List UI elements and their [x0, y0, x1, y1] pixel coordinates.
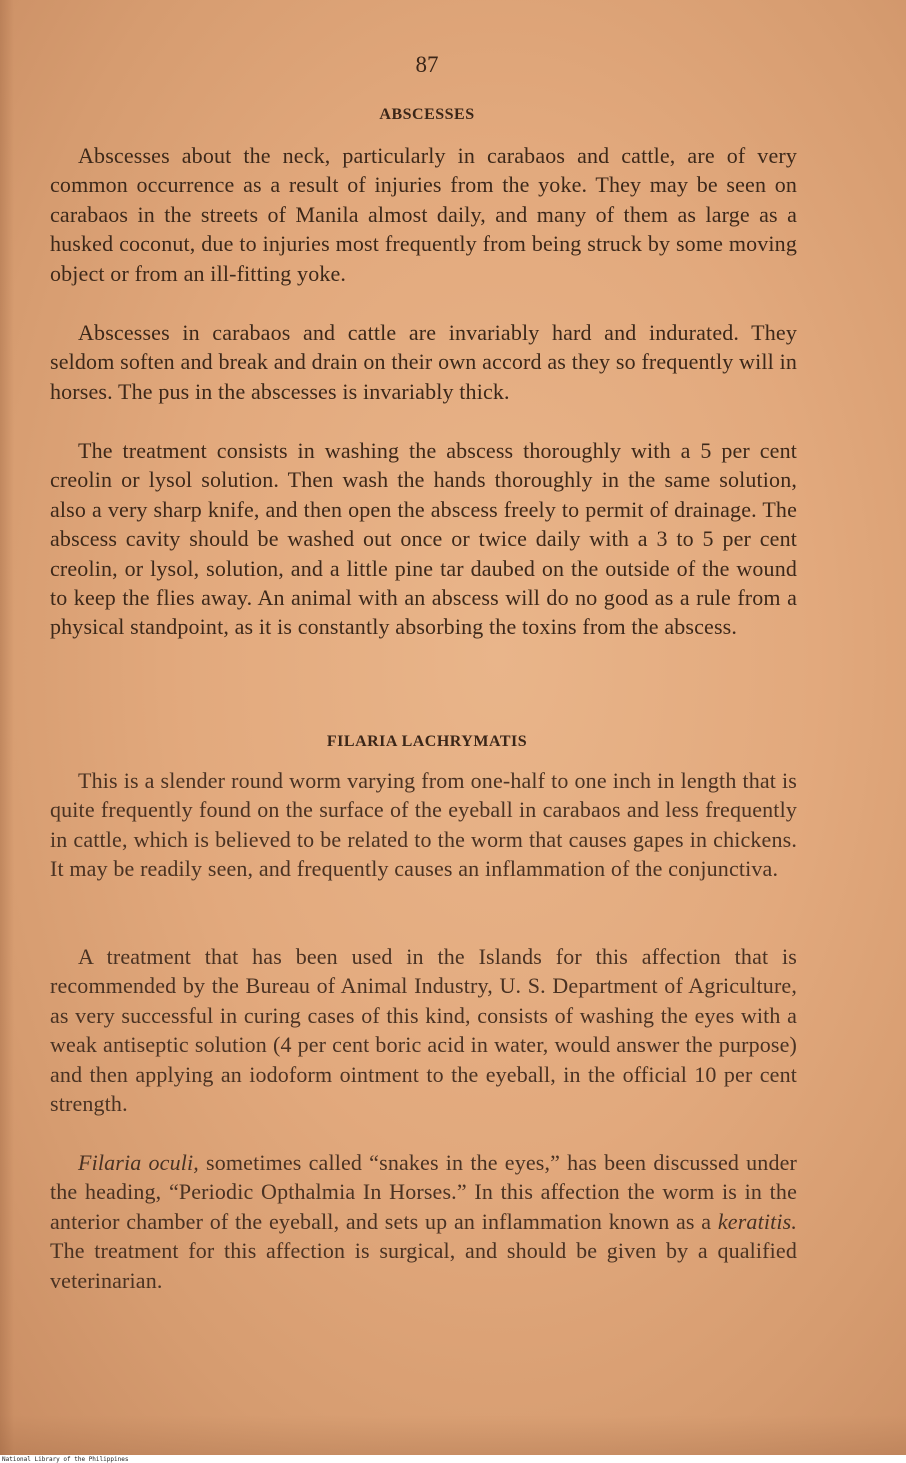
italic-term-keratitis: keratitis.: [717, 1208, 797, 1234]
page-number: 87: [415, 52, 439, 77]
paragraph-filaria-2: A treatment that has been used in the Islands for this affection that is recommended by the Bureau of Animal Industry, U. S. Department of Agriculture, as very successful in curing cases of this kind, consists of washing the eyes with a weak antiseptic solution (4 per cent boric acid in water, would answer the purpose) and then applying an iodoform ointment to the eyeball, in the official 10 per cent strength.: [50, 944, 797, 1117]
paragraph-abscesses-2: Abscesses in carabaos and cattle are invariably hard and indurated. They seldom soften and break and drain on their own accord as they so frequently will in horses. The pus in the abscesses is invariably thick.: [50, 320, 797, 404]
section-heading-filaria: FILARIA LACHRYMATIS: [326, 733, 528, 750]
paragraph-text-part-1: sometimes called “snakes in the eyes,” has been discussed under the heading, “Periodic Opthalmia In Horses.” In this affection the worm is in the anterior chamber of the eyeball, and sets up an inflammation known as a: [50, 1150, 797, 1234]
paragraph-abscesses-1: Abscesses about the neck, particularly in carabaos and cattle, are of very common occurrence as a result of injuries from the yoke. They may be seen on carabaos in the streets of Manila almost daily, and many of them as large as a husked coconut, due to injuries most frequently from being struck by some moving object or from an ill-fitting yoke.: [50, 143, 797, 286]
paragraph-filaria-3: [50, 1148, 797, 1295]
scan-footer-strip: [0, 1455, 906, 1463]
paragraph-filaria-1: This is a slender round worm varying from one-half to one inch in length that is quite frequently found on the surface of the eyeball in carabaos and less frequently in cattle, which is believed to be related to the worm that causes gapes in chickens. It may be readily seen, and frequently causes an inflammation of the conjunctiva.: [50, 768, 797, 882]
page-shadow-bottom: [0, 1415, 906, 1455]
italic-term-filaria-oculi: Filaria oculi,: [78, 1150, 199, 1175]
page-shadow-left: [0, 0, 14, 1455]
library-credit: National Library of the Philippines: [2, 1456, 129, 1463]
paragraph-text-part-2: The treatment for this affection is surgical, and should be given by a qualified veterinarian.: [50, 1238, 797, 1293]
paragraph-abscesses-3: The treatment consists in washing the abscess thoroughly with a 5 per cent creolin or lysol solution. Then wash the hands thoroughly in the same solution, also a very sharp knife, and then open the abscess freely to permit of drainage. The abscess cavity should be washed out once or twice daily with a 3 to 5 per cent creolin, or lysol, solution, and a little pine tar daubed on the outside of the wound to keep the flies away. An animal with an abscess will do no good as a rule from a physical standpoint, as it is constantly absorbing the toxins from the abscess.: [50, 438, 797, 640]
section-heading-abscesses: ABSCESSES: [379, 106, 475, 123]
